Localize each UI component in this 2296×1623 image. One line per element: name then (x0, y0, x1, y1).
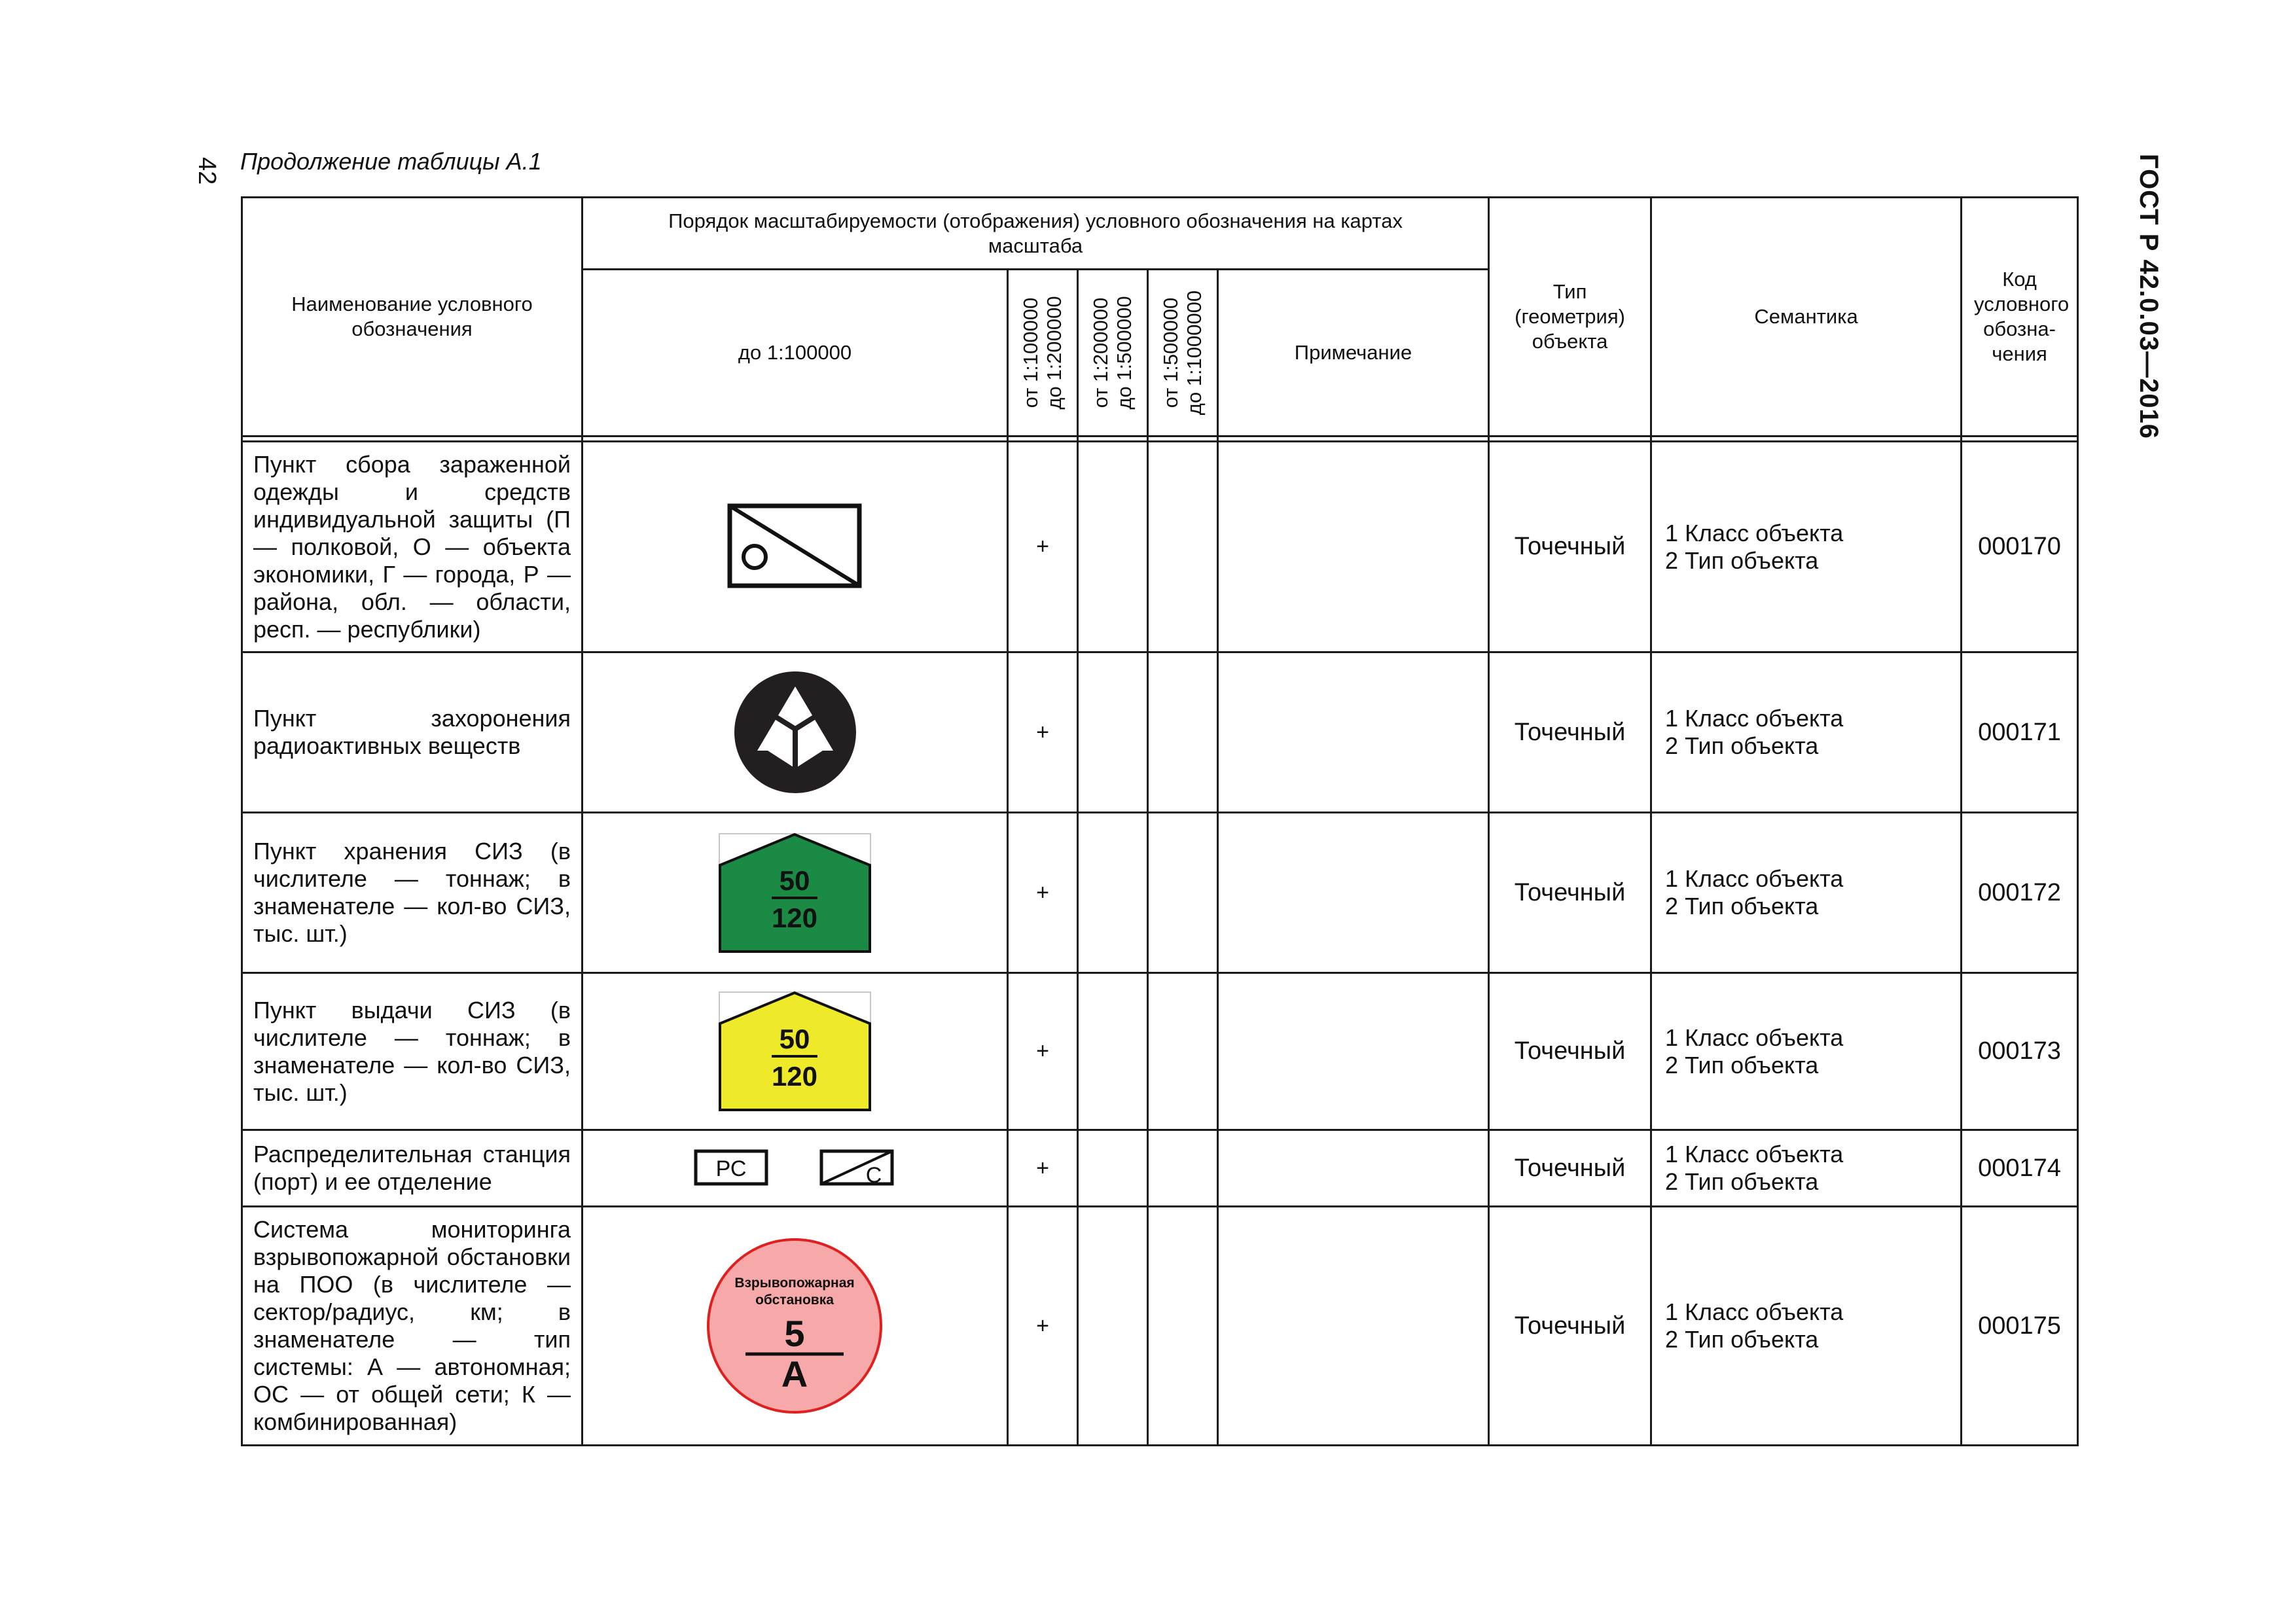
symbol-name: Распределительная станция (порт) и ее отделение (242, 1130, 583, 1207)
distribution-station-symbol (694, 1148, 897, 1188)
fire-explosion-monitoring-symbol (705, 1236, 885, 1416)
symbol-name: Пункт выдачи СИЗ (в числителе — тоннаж; в знаменателе — кол-во СИЗ, тыс. шт.) (242, 973, 583, 1130)
symbol-code: 000171 (1962, 652, 2078, 813)
symbol-image (583, 652, 1008, 813)
semantics: 1 Класс объекта 2 Тип объекта (1651, 1130, 1962, 1207)
semantics: 1 Класс объекта 2 Тип объекта (1651, 652, 1962, 813)
ppe-issue-point-symbol (718, 991, 872, 1112)
branch-label: С (865, 1163, 882, 1188)
semantics: 1 Класс объекта 2 Тип объекта (1651, 813, 1962, 973)
header-scale-1: до 1:100000 (583, 270, 1008, 437)
header-scale-4: от 1:500000 до 1:1000000 (1148, 270, 1218, 437)
symbol-code: 000172 (1962, 813, 2078, 973)
object-type: Точечный (1489, 973, 1651, 1130)
table-caption: Продолжение таблицы А.1 (240, 148, 542, 175)
scale-mark: + (1008, 1130, 1078, 1207)
contaminated-clothing-point-symbol (726, 503, 864, 591)
object-type: Точечный (1489, 1207, 1651, 1446)
symbol-name: Пункт хранения СИЗ (в числителе — тоннаж; в знаменателе — кол-во СИЗ, тыс. шт.) (242, 813, 583, 973)
header-type: Тип (геометрия) объекта (1489, 198, 1651, 437)
semantics: 1 Класс объекта 2 Тип объекта (1651, 1207, 1962, 1446)
page-number: 42 (193, 157, 221, 185)
symbol-name: Пункт сбора зараженной одежды и средств индивидуальной защиты (П — полковой, О — объекта экономики, Г — города, Р — района, обл. — области, респ. — республики) (242, 442, 583, 652)
symbol-image (583, 442, 1008, 652)
standard-title: ГОСТ Р 42.0.03—2016 (2134, 154, 2163, 439)
table-row (242, 1207, 2078, 1446)
header-semantics: Семантика (1651, 198, 1962, 437)
scale-mark: + (1008, 442, 1078, 652)
symbol-numerator: 50 (779, 1024, 810, 1054)
table-row (242, 652, 2078, 813)
symbol-code: 000170 (1962, 442, 2078, 652)
symbol-name: Пункт захоронения радиоактивных веществ (242, 652, 583, 813)
symbol-denominator: 120 (771, 902, 818, 933)
symbol-image (583, 1130, 1008, 1207)
symbols-table (241, 196, 2079, 1446)
semantics: 1 Класс объекта 2 Тип объекта (1651, 973, 1962, 1130)
object-type: Точечный (1489, 813, 1651, 973)
symbol-name: Система мониторинга взрывопожарной обстановки на ПОО (в числителе — сектор/радиус, км; в знаменателе — тип системы: А — автономная; ОС — от общей сети; К — комбинированная) (242, 1207, 583, 1446)
symbol-code: 000174 (1962, 1130, 2078, 1207)
station-label: РС (715, 1156, 746, 1181)
symbol-numerator: 50 (779, 865, 810, 896)
table-row (242, 1130, 2078, 1207)
symbol-image (583, 1207, 1008, 1446)
object-type: Точечный (1489, 1130, 1651, 1207)
scale-mark: + (1008, 973, 1078, 1130)
table-row (242, 973, 2078, 1130)
header-note: Примечание (1218, 270, 1489, 437)
radioactive-burial-point-symbol (730, 667, 861, 798)
header-scale-2: от 1:100000 до 1:200000 (1008, 270, 1078, 437)
table-row (242, 442, 2078, 652)
symbol-image (583, 973, 1008, 1130)
symbol-numerator: 5 (784, 1312, 805, 1354)
symbol-denominator: А (781, 1353, 808, 1395)
scale-mark: + (1008, 813, 1078, 973)
table-row (242, 813, 2078, 973)
scale-mark: + (1008, 652, 1078, 813)
ppe-storage-point-symbol (718, 832, 872, 954)
semantics: 1 Класс объекта 2 Тип объекта (1651, 442, 1962, 652)
scale-mark: + (1008, 1207, 1078, 1446)
symbol-title-line2: обстановка (755, 1292, 834, 1308)
symbol-code: 000173 (1962, 973, 2078, 1130)
symbol-denominator: 120 (771, 1061, 818, 1092)
symbol-code: 000175 (1962, 1207, 2078, 1446)
object-type: Точечный (1489, 652, 1651, 813)
header-name: Наименование условного обозначения (242, 198, 583, 437)
header-scale-group: Порядок масштабируемости (отображения) условного обозначения на картах масштаба (583, 198, 1489, 270)
header-scale-3: от 1:200000 до 1:500000 (1078, 270, 1148, 437)
symbol-image (583, 813, 1008, 973)
header-code: Код условного обозна-чения (1962, 198, 2078, 437)
symbol-title-line1: Взрывопожарная (734, 1275, 855, 1291)
object-type: Точечный (1489, 442, 1651, 652)
